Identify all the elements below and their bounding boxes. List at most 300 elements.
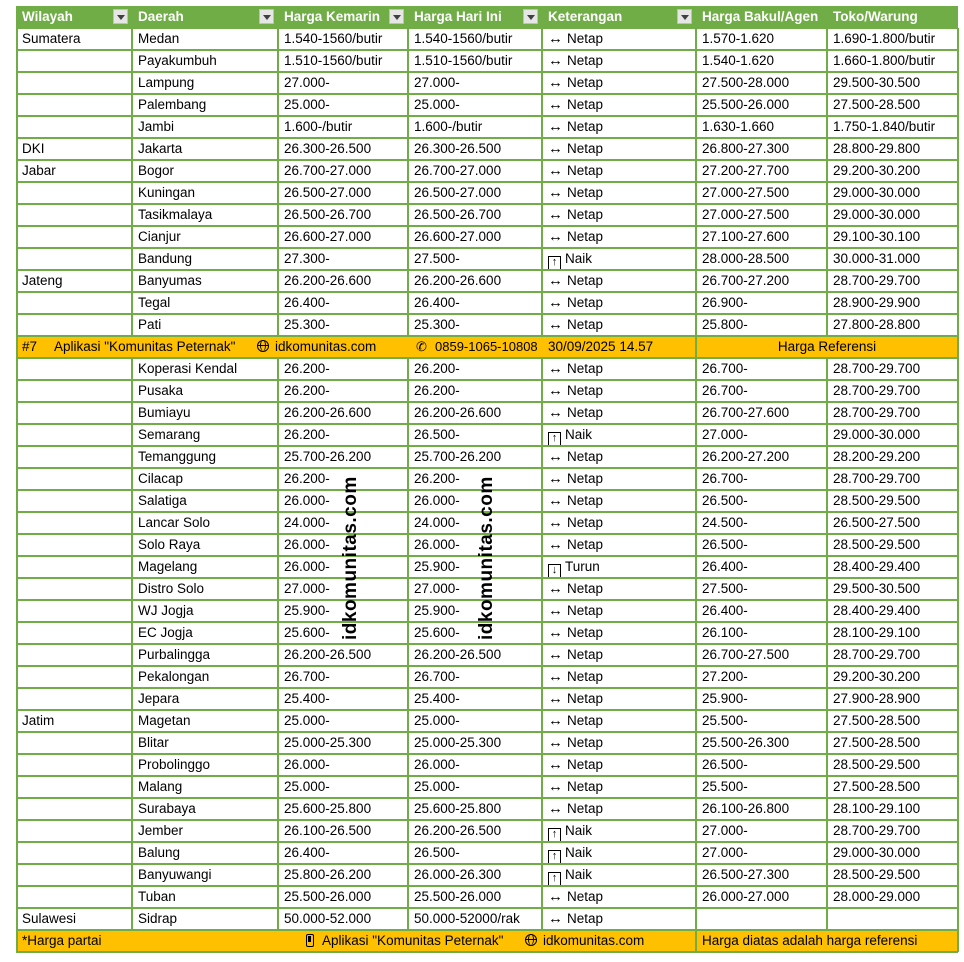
cell-harga-kemarin[interactable]: 26.200-26.600 xyxy=(284,405,372,420)
cell-harga-hari-ini[interactable]: 25.500-26.000 xyxy=(414,889,502,904)
cell-toko-warung[interactable]: 28.700-29.700 xyxy=(833,383,921,398)
cell-harga-hari-ini[interactable]: 27.500- xyxy=(414,251,460,266)
cell-daerah[interactable]: Kuningan xyxy=(138,185,196,200)
cell-harga-kemarin[interactable]: 25.300- xyxy=(284,317,330,332)
cell-harga-hari-ini[interactable]: 26.200-26.500 xyxy=(414,647,502,662)
cell-harga-bakul-agen[interactable] xyxy=(696,908,827,930)
cell-harga-hari-ini[interactable]: 26.200-26.500 xyxy=(414,823,502,838)
cell-harga-kemarin[interactable]: 27.300- xyxy=(284,251,330,266)
cell-toko-warung[interactable]: 28.200-29.200 xyxy=(833,449,921,464)
cell-harga-bakul-agen[interactable]: 26.500-27.300 xyxy=(702,867,790,882)
cell-harga-hari-ini[interactable]: 26.500- xyxy=(414,427,460,442)
cell-keterangan[interactable]: ↔ Netap xyxy=(548,668,604,685)
cell-daerah[interactable]: Distro Solo xyxy=(138,581,205,596)
cell-keterangan[interactable]: ↔ Netap xyxy=(548,30,604,47)
cell-toko-warung[interactable]: 27.900-28.900 xyxy=(833,691,921,706)
cell-toko-warung[interactable]: 28.400-29.400 xyxy=(833,559,921,574)
cell-keterangan[interactable]: ↑ Naik xyxy=(542,248,696,270)
cell-wilayah[interactable] xyxy=(16,446,132,468)
cell-toko-warung[interactable]: 29.500-30.500 xyxy=(833,75,921,90)
cell-toko-warung[interactable]: 28.500-29.500 xyxy=(833,537,921,552)
cell-wilayah[interactable] xyxy=(16,292,132,314)
banner-phone[interactable]: 0859-1065-10808 xyxy=(435,339,538,354)
cell-wilayah[interactable] xyxy=(16,490,132,512)
cell-daerah[interactable]: Bandung xyxy=(138,251,193,266)
cell-harga-kemarin[interactable]: 27.000- xyxy=(284,75,330,90)
filter-dropdown-icon[interactable] xyxy=(677,9,692,24)
cell-daerah[interactable]: Jember xyxy=(138,823,184,838)
cell-wilayah[interactable] xyxy=(16,116,132,138)
cell-daerah[interactable]: Magetan xyxy=(138,713,191,728)
cell-daerah[interactable]: Pati xyxy=(138,317,162,332)
cell-daerah[interactable]: Sidrap xyxy=(138,911,178,926)
cell-toko-warung[interactable]: 1.750-1.840/butir xyxy=(833,119,936,134)
cell-wilayah[interactable] xyxy=(16,402,132,424)
cell-harga-kemarin[interactable]: 25.000-25.300 xyxy=(284,735,372,750)
cell-harga-hari-ini[interactable]: 25.000- xyxy=(414,97,460,112)
cell-harga-hari-ini[interactable]: 26.700- xyxy=(414,669,460,684)
cell-harga-hari-ini[interactable]: 27.000- xyxy=(414,75,460,90)
cell-harga-hari-ini[interactable]: 27.000- xyxy=(414,581,460,596)
cell-toko-warung[interactable]: 28.500-29.500 xyxy=(833,867,921,882)
cell-harga-bakul-agen[interactable]: 26.400- xyxy=(702,603,748,618)
cell-keterangan[interactable]: ↓ Turun xyxy=(542,556,696,578)
cell-keterangan[interactable]: ↔ Netap xyxy=(548,382,604,399)
cell-harga-kemarin[interactable]: 25.000- xyxy=(284,97,330,112)
cell-toko-warung[interactable]: 27.500-28.500 xyxy=(833,779,921,794)
cell-toko-warung[interactable]: 29.000-30.000 xyxy=(833,427,921,442)
header-toko-warung[interactable]: Toko/Warung xyxy=(827,6,958,28)
cell-daerah[interactable]: Bumiayu xyxy=(138,405,191,420)
cell-harga-kemarin[interactable]: 26.300-26.500 xyxy=(284,141,372,156)
cell-daerah[interactable]: Balung xyxy=(138,845,181,860)
cell-harga-bakul-agen[interactable]: 25.500- xyxy=(702,713,748,728)
cell-harga-bakul-agen[interactable]: 26.100- xyxy=(702,625,748,640)
cell-harga-kemarin[interactable]: 26.000- xyxy=(284,559,330,574)
cell-harga-hari-ini[interactable]: 1.600-/butir xyxy=(414,119,483,134)
cell-keterangan[interactable]: ↔ Netap xyxy=(548,910,604,927)
cell-harga-bakul-agen[interactable]: 26.400- xyxy=(702,559,748,574)
cell-keterangan[interactable]: ↑ Naik xyxy=(542,842,696,864)
cell-daerah[interactable]: WJ Jogja xyxy=(138,603,194,618)
cell-daerah[interactable]: Payakumbuh xyxy=(138,53,217,68)
cell-wilayah[interactable] xyxy=(16,72,132,94)
cell-keterangan[interactable]: ↔ Netap xyxy=(548,624,604,641)
cell-toko-warung[interactable]: 28.000-29.000 xyxy=(833,889,921,904)
cell-toko-warung[interactable]: 1.660-1.800/butir xyxy=(833,53,936,68)
cell-keterangan[interactable]: ↔ Netap xyxy=(548,118,604,135)
cell-harga-hari-ini[interactable]: 26.000- xyxy=(414,757,460,772)
cell-keterangan[interactable]: ↔ Netap xyxy=(548,316,604,333)
cell-daerah[interactable]: Surabaya xyxy=(138,801,196,816)
cell-harga-bakul-agen[interactable]: 24.500- xyxy=(702,515,748,530)
cell-harga-hari-ini[interactable]: 26.000- xyxy=(414,493,460,508)
cell-daerah[interactable]: Pusaka xyxy=(138,383,184,398)
cell-keterangan[interactable]: ↔ Netap xyxy=(548,492,604,509)
cell-harga-kemarin[interactable]: 25.800-26.200 xyxy=(284,867,372,882)
cell-harga-hari-ini[interactable]: 26.200-26.600 xyxy=(414,405,502,420)
banner-website[interactable]: idkomunitas.com xyxy=(275,339,377,354)
cell-wilayah[interactable] xyxy=(16,182,132,204)
cell-harga-hari-ini[interactable]: 26.200-26.600 xyxy=(414,273,502,288)
cell-harga-kemarin[interactable]: 25.000- xyxy=(284,779,330,794)
cell-toko-warung[interactable]: 29.000-30.000 xyxy=(833,845,921,860)
cell-keterangan[interactable]: ↔ Netap xyxy=(548,712,604,729)
cell-harga-hari-ini[interactable]: 26.000- xyxy=(414,537,460,552)
cell-toko-warung[interactable]: 27.500-28.500 xyxy=(833,735,921,750)
cell-harga-hari-ini[interactable]: 25.400- xyxy=(414,691,460,706)
cell-harga-bakul-agen[interactable]: 26.800-27.300 xyxy=(702,141,790,156)
cell-keterangan[interactable]: ↔ Netap xyxy=(548,580,604,597)
cell-wilayah[interactable] xyxy=(16,314,132,336)
banner-datetime: 30/09/2025 14.57 xyxy=(548,339,654,354)
cell-harga-bakul-agen[interactable]: 26.700-27.600 xyxy=(702,405,790,420)
cell-keterangan[interactable]: ↑ Naik xyxy=(542,424,696,446)
cell-keterangan[interactable]: ↔ Netap xyxy=(548,514,604,531)
cell-toko-warung[interactable]: 27.800-28.800 xyxy=(833,317,921,332)
cell-harga-bakul-agen[interactable]: 26.900- xyxy=(702,295,748,310)
cell-harga-kemarin[interactable]: 26.500-26.700 xyxy=(284,207,372,222)
cell-toko-warung[interactable]: 26.500-27.500 xyxy=(833,515,921,530)
cell-harga-bakul-agen[interactable]: 1.540-1.620 xyxy=(702,53,775,68)
cell-daerah[interactable]: Jambi xyxy=(138,119,175,134)
cell-harga-kemarin[interactable]: 26.700- xyxy=(284,669,330,684)
cell-toko-warung[interactable]: 28.700-29.700 xyxy=(833,273,921,288)
cell-wilayah[interactable] xyxy=(16,248,132,270)
cell-toko-warung[interactable]: 29.500-30.500 xyxy=(833,581,921,596)
cell-harga-kemarin[interactable]: 26.600-27.000 xyxy=(284,229,372,244)
cell-harga-hari-ini[interactable]: 26.500- xyxy=(414,845,460,860)
arrow-left-right-icon: ↔ xyxy=(548,228,563,245)
cell-harga-bakul-agen[interactable]: 25.500-26.000 xyxy=(702,97,790,112)
cell-harga-kemarin[interactable]: 25.400- xyxy=(284,691,330,706)
cell-toko-warung[interactable]: 27.500-28.500 xyxy=(833,713,921,728)
cell-harga-bakul-agen[interactable]: 26.700- xyxy=(702,383,748,398)
cell-wilayah[interactable]: Jatim xyxy=(22,713,55,728)
cell-harga-hari-ini[interactable]: 26.000-26.300 xyxy=(414,867,502,882)
cell-wilayah[interactable] xyxy=(16,732,132,754)
cell-keterangan[interactable]: ↔ Netap xyxy=(548,162,604,179)
filter-dropdown-icon[interactable] xyxy=(389,9,404,24)
cell-harga-hari-ini[interactable]: 26.700-27.000 xyxy=(414,163,502,178)
cell-wilayah[interactable] xyxy=(16,754,132,776)
cell-keterangan[interactable]: ↔ Netap xyxy=(548,646,604,663)
cell-keterangan[interactable]: ↔ Netap xyxy=(548,404,604,421)
cell-keterangan[interactable]: ↔ Netap xyxy=(548,602,604,619)
cell-keterangan[interactable]: ↔ Netap xyxy=(548,294,604,311)
cell-wilayah[interactable] xyxy=(16,776,132,798)
cell-wilayah[interactable] xyxy=(16,688,132,710)
cell-harga-kemarin[interactable]: 26.200- xyxy=(284,361,330,376)
cell-wilayah[interactable] xyxy=(16,226,132,248)
cell-wilayah[interactable] xyxy=(16,644,132,666)
cell-harga-kemarin[interactable]: 26.000- xyxy=(284,537,330,552)
cell-wilayah[interactable] xyxy=(16,842,132,864)
cell-keterangan[interactable]: ↔ Netap xyxy=(548,448,604,465)
cell-keterangan[interactable]: ↔ Netap xyxy=(548,778,604,795)
cell-wilayah[interactable] xyxy=(16,534,132,556)
cell-harga-kemarin[interactable]: 25.600- xyxy=(284,625,330,640)
cell-wilayah[interactable] xyxy=(16,380,132,402)
cell-harga-bakul-agen[interactable]: 27.100-27.600 xyxy=(702,229,790,244)
cell-daerah[interactable]: Tuban xyxy=(138,889,176,904)
cell-daerah[interactable]: Banyumas xyxy=(138,273,202,288)
header-harga-hari-ini[interactable]: Harga Hari Ini xyxy=(408,6,542,28)
header-harga-kemarin[interactable]: Harga Kemarin xyxy=(278,6,408,28)
cell-harga-hari-ini[interactable]: 25.000- xyxy=(414,713,460,728)
cell-toko-warung[interactable]: 28.700-29.700 xyxy=(833,361,921,376)
cell-keterangan[interactable]: ↔ Netap xyxy=(548,184,604,201)
cell-wilayah[interactable] xyxy=(16,512,132,534)
cell-toko-warung[interactable]: 28.500-29.500 xyxy=(833,757,921,772)
cell-harga-kemarin[interactable]: 26.200- xyxy=(284,383,330,398)
cell-toko-warung[interactable]: 29.200-30.200 xyxy=(833,163,921,178)
cell-harga-kemarin[interactable]: 1.600-/butir xyxy=(284,119,353,134)
cell-harga-bakul-agen[interactable]: 25.900- xyxy=(702,691,748,706)
cell-harga-hari-ini[interactable]: 25.900- xyxy=(414,603,460,618)
footer-website[interactable]: idkomunitas.com xyxy=(543,933,645,948)
cell-harga-hari-ini[interactable]: 26.400- xyxy=(414,295,460,310)
cell-keterangan[interactable]: ↑ Naik xyxy=(542,864,696,886)
cell-daerah[interactable]: Jepara xyxy=(138,691,180,706)
cell-wilayah[interactable] xyxy=(16,358,132,380)
cell-harga-hari-ini[interactable]: 26.200- xyxy=(414,361,460,376)
cell-toko-warung[interactable]: 28.700-29.700 xyxy=(833,471,921,486)
arrow-left-right-icon: ↔ xyxy=(548,690,563,707)
filter-dropdown-icon[interactable] xyxy=(113,9,128,24)
cell-harga-hari-ini[interactable]: 26.500-26.700 xyxy=(414,207,502,222)
cell-daerah[interactable]: Purbalingga xyxy=(138,647,211,662)
cell-wilayah[interactable] xyxy=(16,622,132,644)
cell-harga-bakul-agen[interactable]: 25.500-26.300 xyxy=(702,735,790,750)
cell-harga-hari-ini[interactable]: 26.200- xyxy=(414,383,460,398)
cell-harga-bakul-agen[interactable]: 25.800- xyxy=(702,317,748,332)
grid-line xyxy=(16,643,958,645)
cell-toko-warung[interactable]: 27.500-28.500 xyxy=(833,97,921,112)
cell-daerah[interactable]: Bogor xyxy=(138,163,175,178)
cell-daerah[interactable]: Temanggung xyxy=(138,449,217,464)
cell-harga-bakul-agen[interactable]: 26.700- xyxy=(702,361,748,376)
cell-keterangan[interactable]: ↔ Netap xyxy=(548,888,604,905)
cell-harga-hari-ini[interactable]: 25.000-25.300 xyxy=(414,735,502,750)
cell-harga-bakul-agen[interactable]: 26.700- xyxy=(702,471,748,486)
cell-keterangan[interactable]: ↔ Netap xyxy=(548,52,604,69)
cell-harga-kemarin[interactable]: 26.200-26.600 xyxy=(284,273,372,288)
cell-harga-kemarin[interactable]: 26.200- xyxy=(284,427,330,442)
cell-harga-bakul-agen[interactable]: 27.000-27.500 xyxy=(702,207,790,222)
cell-harga-bakul-agen[interactable]: 1.570-1.620 xyxy=(702,31,775,46)
cell-wilayah[interactable]: Sumatera xyxy=(22,31,81,46)
cell-wilayah[interactable] xyxy=(16,50,132,72)
table-row xyxy=(16,820,958,842)
cell-keterangan[interactable]: ↔ Netap xyxy=(548,228,604,245)
cell-harga-kemarin[interactable]: 50.000-52.000 xyxy=(284,911,372,926)
cell-keterangan[interactable]: ↑ Naik xyxy=(542,820,696,842)
cell-harga-bakul-agen[interactable]: 27.000- xyxy=(702,823,748,838)
cell-toko-warung[interactable]: 30.000-31.000 xyxy=(833,251,921,266)
cell-wilayah[interactable] xyxy=(16,666,132,688)
cell-harga-kemarin[interactable]: 26.000- xyxy=(284,757,330,772)
cell-daerah[interactable]: Lampung xyxy=(138,75,195,90)
cell-keterangan[interactable]: ↔ Netap xyxy=(548,536,604,553)
cell-harga-kemarin[interactable]: 26.500-27.000 xyxy=(284,185,372,200)
cell-wilayah[interactable] xyxy=(16,424,132,446)
cell-wilayah[interactable] xyxy=(16,556,132,578)
cell-daerah[interactable]: EC Jogja xyxy=(138,625,193,640)
cell-harga-bakul-agen[interactable]: 26.700-27.500 xyxy=(702,647,790,662)
cell-harga-kemarin[interactable]: 1.510-1560/butir xyxy=(284,53,383,68)
cell-daerah[interactable]: Cilacap xyxy=(138,471,184,486)
cell-harga-kemarin[interactable]: 25.600-25.800 xyxy=(284,801,372,816)
cell-harga-kemarin[interactable]: 25.700-26.200 xyxy=(284,449,372,464)
cell-harga-kemarin[interactable]: 24.000- xyxy=(284,515,330,530)
cell-daerah[interactable]: Pekalongan xyxy=(138,669,210,684)
cell-daerah[interactable]: Medan xyxy=(138,31,180,46)
cell-toko-warung[interactable]: 28.800-29.800 xyxy=(833,141,921,156)
cell-harga-hari-ini[interactable]: 25.600-25.800 xyxy=(414,801,502,816)
filter-dropdown-icon[interactable] xyxy=(523,9,538,24)
cell-harga-bakul-agen[interactable]: 27.200- xyxy=(702,669,748,684)
cell-harga-bakul-agen[interactable]: 28.000-28.500 xyxy=(702,251,790,266)
cell-daerah[interactable]: Salatiga xyxy=(138,493,187,508)
cell-wilayah[interactable] xyxy=(16,94,132,116)
cell-harga-hari-ini[interactable]: 26.300-26.500 xyxy=(414,141,502,156)
cell-harga-kemarin[interactable]: 26.400- xyxy=(284,845,330,860)
cell-harga-hari-ini[interactable]: 50.000-52000/rak xyxy=(414,911,520,926)
cell-harga-bakul-agen[interactable]: 27.000- xyxy=(702,845,748,860)
cell-harga-kemarin[interactable]: 26.200-26.500 xyxy=(284,647,372,662)
cell-wilayah[interactable] xyxy=(16,468,132,490)
cell-harga-bakul-agen[interactable]: 26.700-27.200 xyxy=(702,273,790,288)
header-harga-bakul-agen[interactable]: Harga Bakul/Agen xyxy=(696,6,827,28)
cell-harga-kemarin[interactable]: 25.000- xyxy=(284,713,330,728)
cell-harga-hari-ini[interactable]: 25.600- xyxy=(414,625,460,640)
cell-harga-bakul-agen[interactable]: 26.500- xyxy=(702,537,748,552)
cell-toko-warung[interactable]: 29.100-30.100 xyxy=(833,229,921,244)
cell-toko-warung[interactable]: 28.100-29.100 xyxy=(833,625,921,640)
cell-daerah[interactable]: Blitar xyxy=(138,735,169,750)
cell-keterangan[interactable]: ↔ Netap xyxy=(548,360,604,377)
cell-harga-bakul-agen[interactable]: 27.500- xyxy=(702,581,748,596)
cell-harga-kemarin[interactable]: 26.700-27.000 xyxy=(284,163,372,178)
cell-harga-hari-ini[interactable]: 1.540-1560/butir xyxy=(414,31,513,46)
cell-harga-hari-ini[interactable]: 25.300- xyxy=(414,317,460,332)
cell-harga-hari-ini[interactable]: 1.510-1560/butir xyxy=(414,53,513,68)
cell-harga-hari-ini[interactable]: 26.200- xyxy=(414,471,460,486)
cell-wilayah[interactable] xyxy=(16,204,132,226)
cell-harga-kemarin[interactable]: 27.000- xyxy=(284,581,330,596)
cell-daerah[interactable]: Banyuwangi xyxy=(138,867,212,882)
cell-harga-hari-ini[interactable]: 26.500-27.000 xyxy=(414,185,502,200)
cell-daerah[interactable]: Semarang xyxy=(138,427,201,442)
cell-harga-kemarin[interactable]: 25.900- xyxy=(284,603,330,618)
cell-harga-hari-ini[interactable]: 24.000- xyxy=(414,515,460,530)
cell-harga-hari-ini[interactable]: 25.900- xyxy=(414,559,460,574)
cell-harga-hari-ini[interactable]: 25.000- xyxy=(414,779,460,794)
cell-harga-kemarin[interactable]: 26.400- xyxy=(284,295,330,310)
cell-keterangan[interactable]: ↔ Netap xyxy=(548,74,604,91)
cell-wilayah[interactable]: Sulawesi xyxy=(22,911,77,926)
cell-daerah[interactable]: Jakarta xyxy=(138,141,183,156)
cell-harga-bakul-agen[interactable]: 26.000-27.000 xyxy=(702,889,790,904)
cell-daerah[interactable]: Tegal xyxy=(138,295,171,310)
cell-harga-hari-ini[interactable]: 26.600-27.000 xyxy=(414,229,502,244)
cell-wilayah[interactable] xyxy=(16,798,132,820)
filter-dropdown-icon[interactable] xyxy=(259,9,274,24)
cell-wilayah[interactable] xyxy=(16,864,132,886)
cell-toko-warung[interactable]: 28.100-29.100 xyxy=(833,801,921,816)
cell-daerah[interactable]: Cianjur xyxy=(138,229,181,244)
cell-wilayah[interactable]: Jateng xyxy=(22,273,63,288)
cell-daerah[interactable]: Tasikmalaya xyxy=(138,207,213,222)
cell-toko-warung[interactable]: 28.700-29.700 xyxy=(833,647,921,662)
cell-wilayah[interactable] xyxy=(16,820,132,842)
cell-harga-kemarin[interactable]: 26.100-26.500 xyxy=(284,823,372,838)
cell-keterangan[interactable]: ↔ Netap xyxy=(548,272,604,289)
cell-keterangan[interactable]: ↔ Netap xyxy=(548,690,604,707)
cell-harga-bakul-agen[interactable]: 26.500- xyxy=(702,757,748,772)
cell-keterangan[interactable]: ↔ Netap xyxy=(548,140,604,157)
cell-wilayah[interactable] xyxy=(16,578,132,600)
cell-daerah[interactable]: Palembang xyxy=(138,97,207,112)
cell-toko-warung[interactable]: 29.000-30.000 xyxy=(833,207,921,222)
cell-harga-bakul-agen[interactable]: 27.200-27.700 xyxy=(702,163,790,178)
cell-harga-bakul-agen[interactable]: 1.630-1.660 xyxy=(702,119,775,134)
header-keterangan[interactable]: Keterangan xyxy=(542,6,696,28)
cell-toko-warung[interactable]: 28.900-29.900 xyxy=(833,295,921,310)
cell-daerah[interactable]: Solo Raya xyxy=(138,537,201,552)
cell-harga-bakul-agen[interactable]: 27.500-28.000 xyxy=(702,75,790,90)
cell-toko-warung[interactable]: 29.000-30.000 xyxy=(833,185,921,200)
cell-daerah[interactable]: Koperasi Kendal xyxy=(138,361,238,376)
cell-harga-bakul-agen[interactable]: 26.200-27.200 xyxy=(702,449,790,464)
cell-keterangan[interactable]: ↔ Netap xyxy=(548,800,604,817)
cell-harga-kemarin[interactable]: 26.200- xyxy=(284,471,330,486)
cell-harga-bakul-agen[interactable]: 25.500- xyxy=(702,779,748,794)
cell-toko-warung[interactable] xyxy=(827,908,958,930)
cell-daerah[interactable]: Probolinggo xyxy=(138,757,211,772)
cell-daerah[interactable]: Malang xyxy=(138,779,183,794)
cell-toko-warung[interactable]: 29.200-30.200 xyxy=(833,669,921,684)
cell-harga-bakul-agen[interactable]: 27.000-27.500 xyxy=(702,185,790,200)
cell-harga-kemarin[interactable]: 1.540-1560/butir xyxy=(284,31,383,46)
cell-wilayah[interactable] xyxy=(16,886,132,908)
cell-harga-kemarin[interactable]: 25.500-26.000 xyxy=(284,889,372,904)
cell-keterangan[interactable]: ↔ Netap xyxy=(548,734,604,751)
cell-harga-bakul-agen[interactable]: 26.100-26.800 xyxy=(702,801,790,816)
cell-toko-warung[interactable]: 28.700-29.700 xyxy=(833,405,921,420)
cell-keterangan[interactable]: ↔ Netap xyxy=(548,96,604,113)
cell-toko-warung[interactable]: 28.700-29.700 xyxy=(833,823,921,838)
cell-daerah[interactable]: Lancar Solo xyxy=(138,515,211,530)
cell-toko-warung[interactable]: 1.690-1.800/butir xyxy=(833,31,936,46)
cell-harga-bakul-agen[interactable]: 26.500- xyxy=(702,493,748,508)
cell-daerah[interactable]: Magelang xyxy=(138,559,198,574)
cell-keterangan[interactable]: ↔ Netap xyxy=(548,756,604,773)
cell-harga-hari-ini[interactable]: 25.700-26.200 xyxy=(414,449,502,464)
cell-harga-bakul-agen[interactable]: 27.000- xyxy=(702,427,748,442)
cell-wilayah[interactable]: Jabar xyxy=(22,163,56,178)
cell-wilayah[interactable] xyxy=(16,600,132,622)
cell-keterangan[interactable]: ↔ Netap xyxy=(548,470,604,487)
header-daerah[interactable]: Daerah xyxy=(132,6,278,28)
cell-wilayah[interactable]: DKI xyxy=(22,141,45,156)
cell-toko-warung[interactable]: 28.500-29.500 xyxy=(833,493,921,508)
header-wilayah[interactable]: Wilayah xyxy=(16,6,132,28)
cell-harga-kemarin[interactable]: 26.000- xyxy=(284,493,330,508)
cell-keterangan[interactable]: ↔ Netap xyxy=(548,206,604,223)
cell-toko-warung[interactable]: 28.400-29.400 xyxy=(833,603,921,618)
